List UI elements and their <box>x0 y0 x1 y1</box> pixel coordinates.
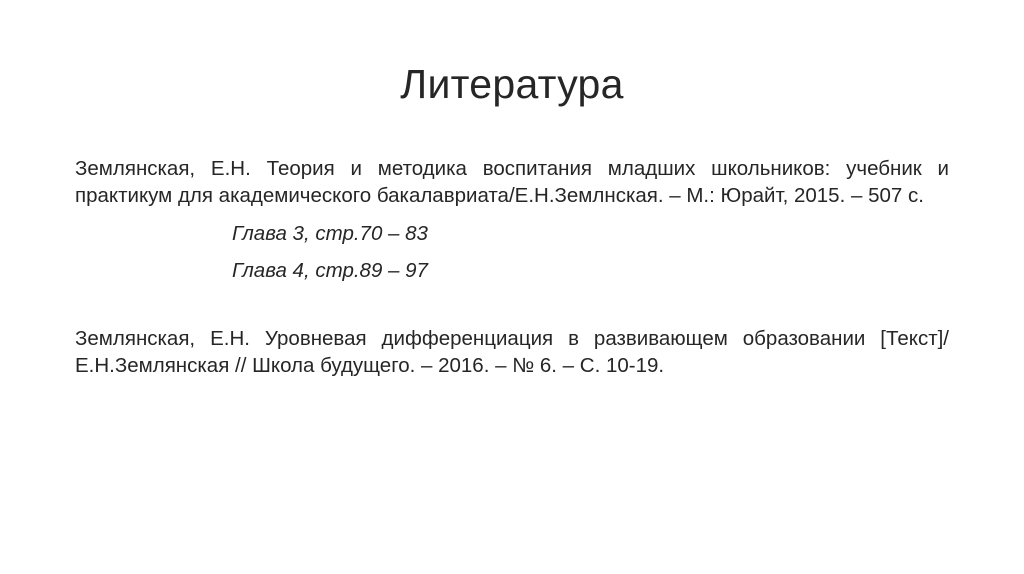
reference-1-chapter-3: Глава 3, стр.70 – 83 <box>232 222 428 245</box>
reference-1-chapter-4: Глава 4, стр.89 – 97 <box>232 259 428 282</box>
slide-title: Литература <box>400 61 624 107</box>
reference-2: Землянская, Е.Н. Уровневая дифференциация в развивающем образовании [Текст]/Е.Н.Землянская // Школа будущего. – 2016. – № 6. – С. 10-19. <box>75 327 949 377</box>
reference-1: Землянская, Е.Н. Теория и методика воспитания младших школьников: учебник и практикум для академического бакалавриата/Е.Н.Землнская. – М.: Юрайт, 2015. – 507 с. <box>75 157 949 207</box>
references-list <box>75 155 949 379</box>
